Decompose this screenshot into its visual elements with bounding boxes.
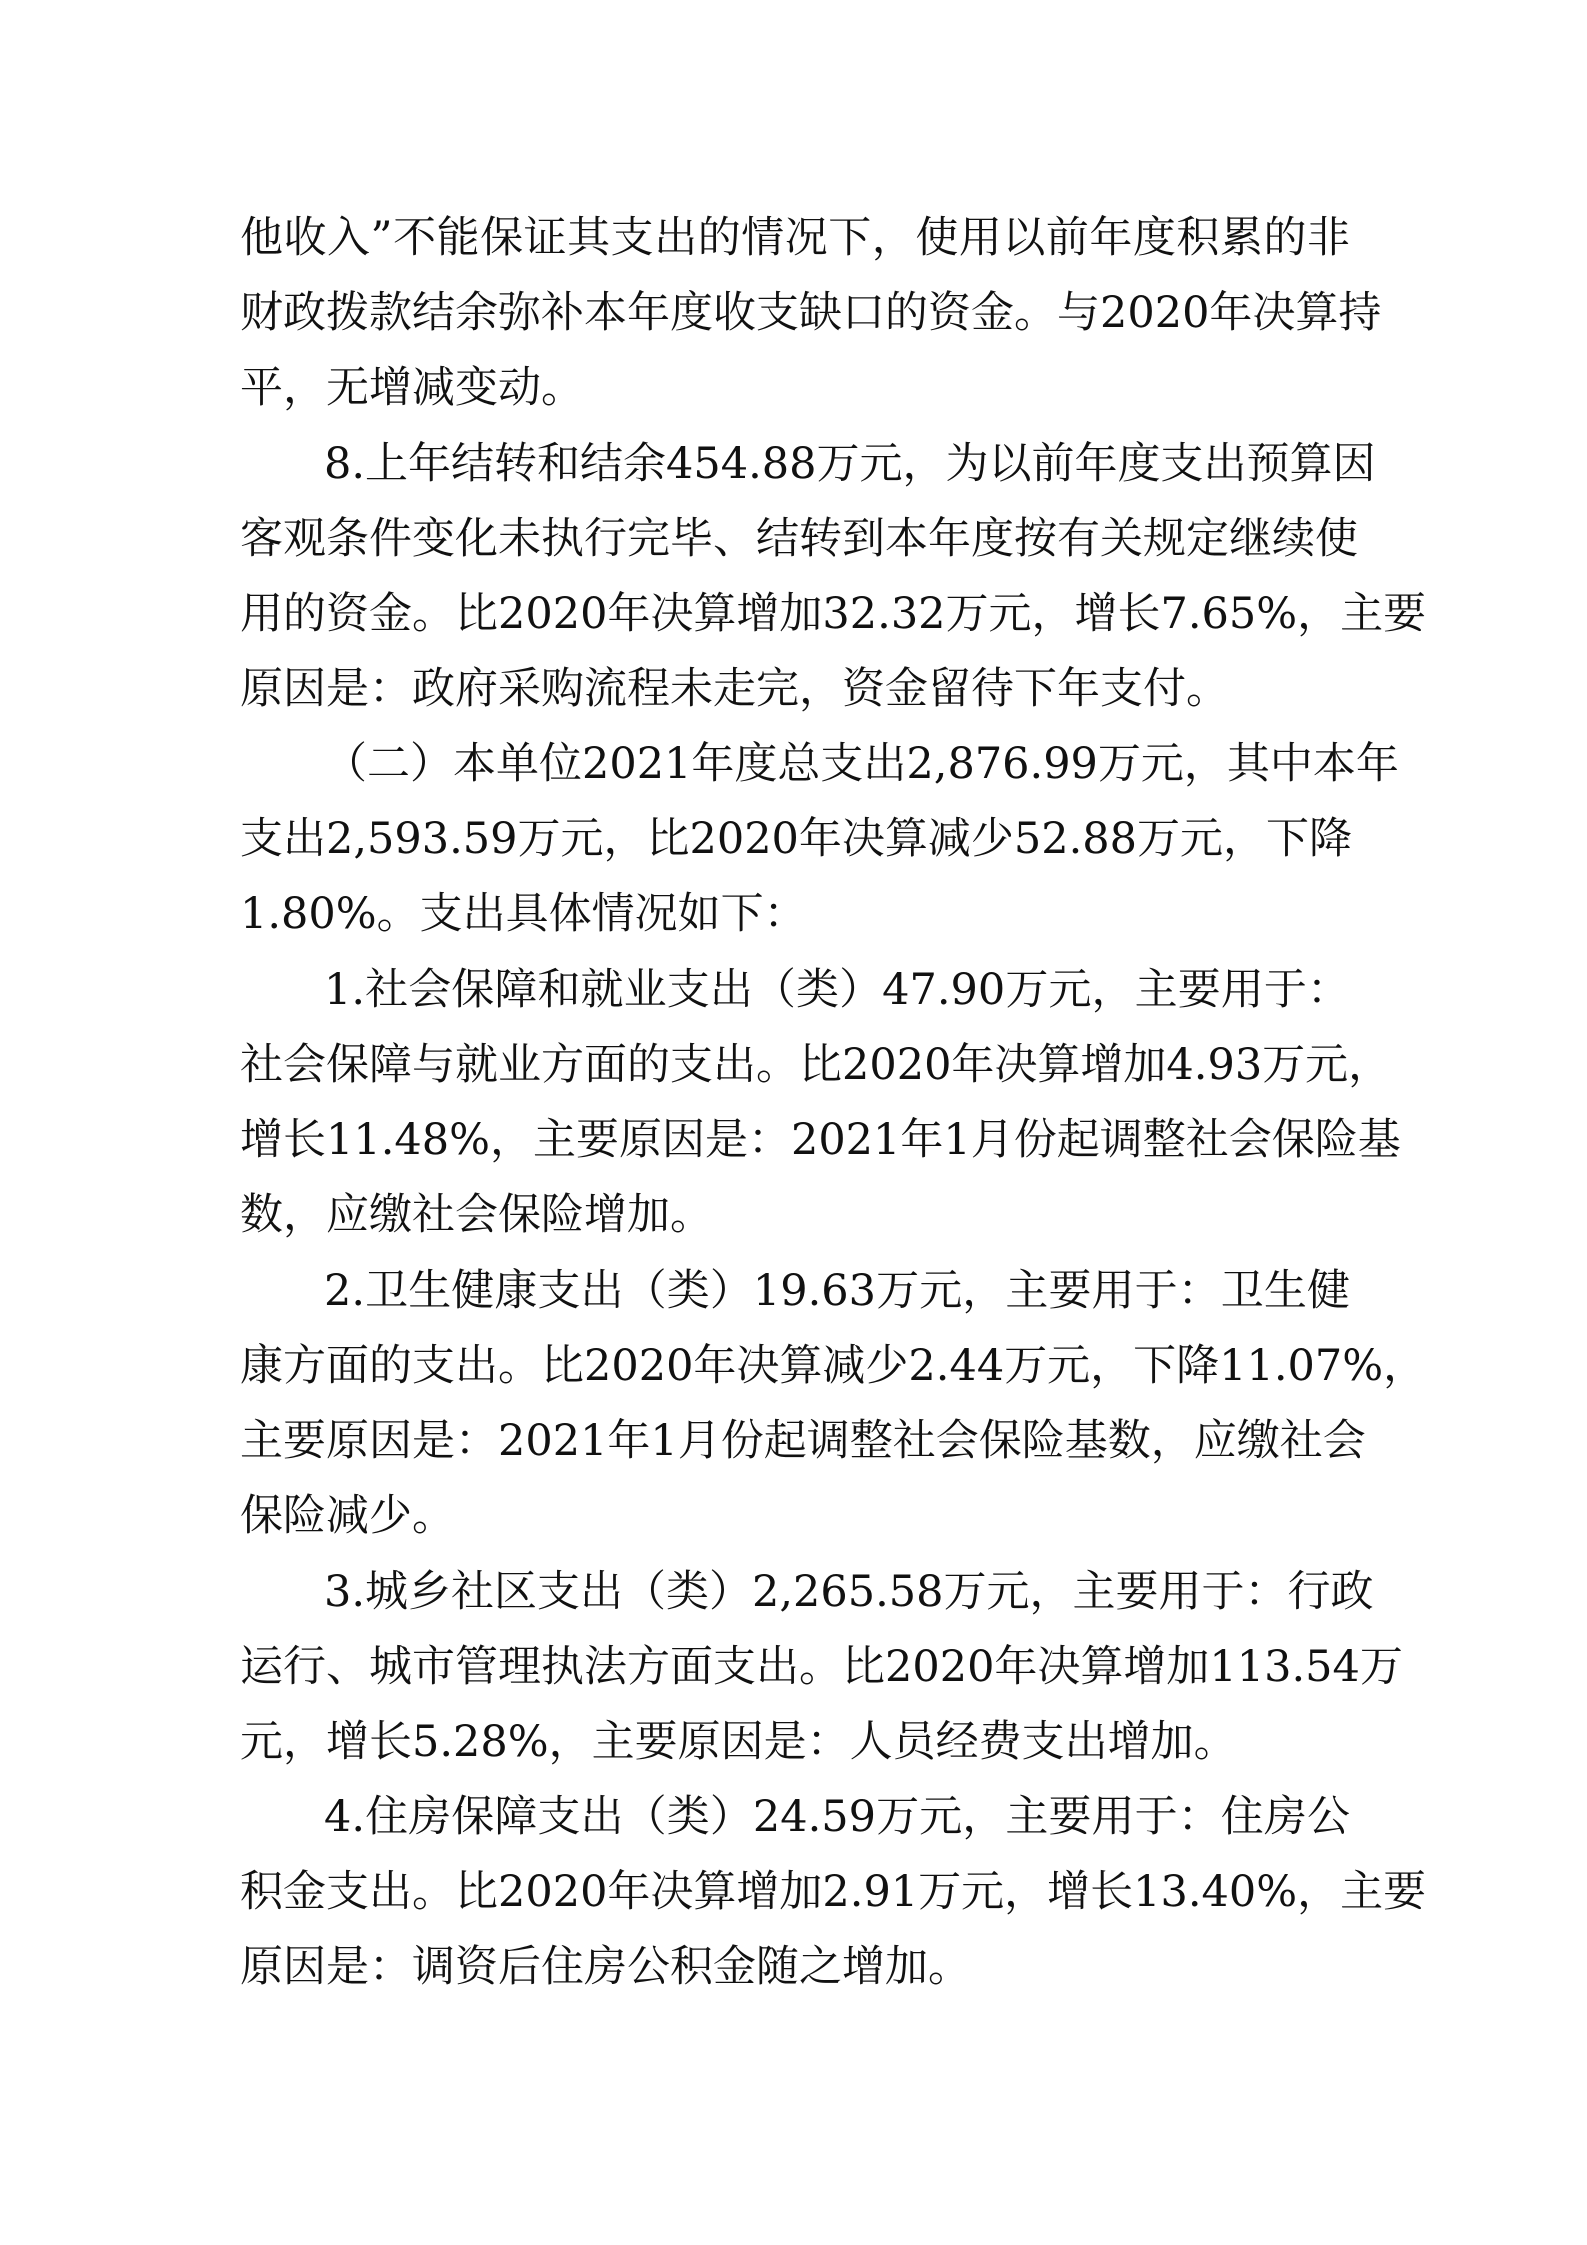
text-line: 积金支出。比2020年决算增加2.91万元，增长13.40%，主要 bbox=[240, 1867, 1427, 1917]
text-line: 原因是：政府采购流程未走完，资金留待下年支付。 bbox=[240, 664, 1229, 714]
text-line: 原因是：调资后住房公积金随之增加。 bbox=[240, 1942, 971, 1992]
item-2-line: 2.卫生健康支出（类）19.63万元，主要用于：卫生健 bbox=[324, 1266, 1350, 1316]
text-line: 客观条件变化未执行完毕、结转到本年度按有关规定继续使 bbox=[240, 514, 1358, 564]
item-1-line: 1.社会保障和就业支出（类）47.90万元，主要用于： bbox=[324, 965, 1350, 1015]
text-line: 增长11.48%，主要原因是：2021年1月份起调整社会保险基 bbox=[240, 1115, 1401, 1165]
paragraph-8-line: 8.上年结转和结余454.88万元，为以前年度支出预算因 bbox=[324, 439, 1376, 489]
section-two-line: （二）本单位2021年度总支出2,876.99万元，其中本年 bbox=[324, 739, 1399, 789]
text-line: 1.80%。支出具体情况如下： bbox=[240, 889, 807, 939]
text-line: 主要原因是：2021年1月份起调整社会保险基数，应缴社会 bbox=[240, 1416, 1366, 1466]
item-3-line: 3.城乡社区支出（类）2,265.58万元，主要用于：行政 bbox=[324, 1567, 1374, 1617]
text-line: 平，无增减变动。 bbox=[240, 363, 584, 413]
text-line: 运行、城市管理执法方面支出。比2020年决算增加113.54万 bbox=[240, 1642, 1403, 1692]
text-line: 社会保障与就业方面的支出。比2020年决算增加4.93万元， bbox=[240, 1040, 1392, 1090]
text-line: 财政拨款结余弥补本年度收支缺口的资金。与2020年决算持 bbox=[240, 288, 1382, 338]
text-line: 康方面的支出。比2020年决算减少2.44万元，下降11.07%， bbox=[240, 1341, 1427, 1391]
text-line: 他收入”不能保证其支出的情况下，使用以前年度积累的非 bbox=[240, 213, 1350, 263]
text-line: 元，增长5.28%，主要原因是：人员经费支出增加。 bbox=[240, 1717, 1237, 1767]
text-line: 用的资金。比2020年决算增加32.32万元，增长7.65%，主要 bbox=[240, 589, 1427, 639]
text-line: 保险减少。 bbox=[240, 1491, 455, 1541]
item-4-line: 4.住房保障支出（类）24.59万元，主要用于：住房公 bbox=[324, 1792, 1350, 1842]
text-line: 数，应缴社会保险增加。 bbox=[240, 1190, 713, 1240]
text-line: 支出2,593.59万元，比2020年决算减少52.88万元，下降 bbox=[240, 814, 1353, 864]
